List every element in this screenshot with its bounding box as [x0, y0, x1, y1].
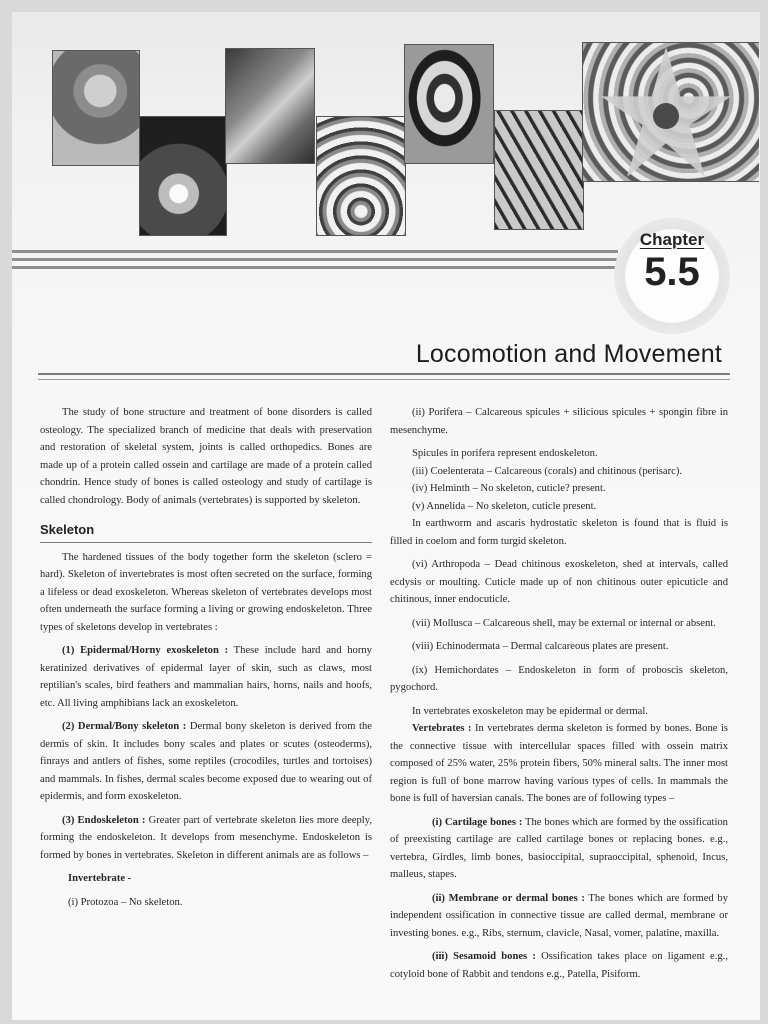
dna-photo — [225, 48, 315, 164]
header-rule — [12, 250, 618, 253]
title-rule — [38, 373, 730, 375]
butterfly-photo — [404, 44, 494, 164]
skeleton-type-1 — [40, 642, 372, 712]
list-note: Spicules in porifera represent endoskeleton. — [412, 448, 598, 459]
list-item: (iii) Coelenterata – Calcareous (corals) and chitinous (perisarc). — [412, 465, 683, 477]
item-label: (2) Dermal/Bony skeleton : — [62, 721, 187, 732]
textbook-page — [12, 12, 760, 1020]
item-text: In vertebrates derma skeleton is formed by bones. Bone is the connective tissue with intercellular spaces filled with ossein matrix composed of 25% water, 25% protein fibers, 50% mineral salts. The inner most region is full of bone marrow having various types of cells. In mammals the bone is full of haversian canals. The bones are of following types – — [390, 723, 729, 804]
title-rule — [38, 379, 730, 380]
item-text: Ossification takes place on ligament e.g., cotyloid bone of Rabbit and tendons e.g., Patella, Pisiform. — [390, 951, 728, 980]
lab-researcher-photo — [52, 50, 140, 166]
list-item: (i) Protozoa – No skeleton. — [68, 896, 183, 908]
item-label: (1) Epidermal/Horny exoskeleton : — [62, 645, 229, 656]
list-item: (ii) Porifera – Calcareous spicules + silicious spicules + spongin fibre in mesenchyme. — [390, 407, 728, 436]
dandelion-photo — [139, 116, 227, 236]
intro-paragraph: The study of bone structure and treatment of bone disorders is called osteology. The specialized branch of medicine that deals with preservation and restoration of skeletal system, joints is called orthopedics. Bones are made up of a protein called ossein and cartilage are made of a protein called chondrin. Hence study of bones is called osteology and study of cartilage is called chondrology. Body of animals (vertebrates) is supported by skeleton. — [40, 407, 372, 506]
list-note: In vertebrates exoskeleton may be epidermal or dermal. — [412, 705, 648, 717]
item-text: Greater part of vertebrate skeleton lies more deeply, forming the endoskeleton. It develops from mesenchyme. Endoskeleton is formed by bones in vertebrates. Skeleton in different animals are as follows – — [40, 814, 373, 861]
item-text: Dermal bony skeleton is derived from the dermis of skin. It includes bony scales and plates or scutes (osteoderms), finrays and antlers of fishes, some reptiles (crocodiles, turtles and tortoises) and mammals. In fishes, dermal scales become exposed due to wearing out of epidermis, and form exoskeleton. — [40, 721, 372, 802]
list-note: In earthworm and ascaris hydrostatic skeleton is found that is fluid is filled in coelom and form turgid skeleton. — [390, 518, 728, 547]
section-heading: Skeleton — [40, 521, 372, 543]
greenhouse-photo — [494, 110, 584, 230]
list-item: (viii) Echinodermata – Dermal calcareous plates are present. — [412, 641, 669, 652]
list-item: (v) Annelida – No skeleton, cuticle present. — [412, 500, 597, 512]
list-item: (ix) Hemichordates – Endoskeleton in form of proboscis skeleton, pygochord. — [390, 664, 728, 693]
page-title: Locomotion and Movement — [415, 340, 722, 368]
skeleton-intro: The hardened tissues of the body together form the skeleton (sclero = hard). Skeleton of invertebrates is most often secreted on the surface, forming a lifeless or dead exoskeleton. Whereas skeleton of vertebrates develops most often underneath the surface forming a living or growing endoskeleton. Three types of skeletons develop in vertebrates : — [40, 551, 372, 633]
item-text: These include hard and horny keratinized derivatives of epidermal layer of skin, such as claws, most reptilian's scales, bird feathers and mammalian hairs, horns, nails and hoofs, etc. All living amphibians lack an exoskeleton. — [40, 645, 372, 709]
bone-type-sesamoid — [390, 948, 728, 983]
list-item: (iv) Helminth – No skeleton, cuticle? present. — [412, 483, 606, 494]
left-column — [40, 404, 372, 911]
skeleton-type-2 — [40, 718, 372, 806]
item-text: The bones which are formed by independent ossification in connective tissue are called dermal, membrane or investing bones. e.g., Ribs, sternum, clavicle, Nasal, vomer, palatine, maxilla. — [390, 892, 728, 939]
chapter-badge — [616, 220, 728, 332]
sea-anemone-photo — [316, 116, 406, 236]
starfish-photo — [582, 42, 759, 182]
item-label: (3) Endoskeleton : — [62, 814, 146, 826]
item-text: The bones which are formed by the ossification of preexisting cartilage are called cartilage bones or replacing bones. e.g., vertebra, Girdles, limb bones, basioccipital, supraoccipital, sphenoid, Incus, malleus, stapes. — [390, 816, 728, 880]
bone-type-cartilage — [390, 814, 728, 884]
chapter-number: 5.5 — [644, 250, 700, 294]
right-column — [390, 404, 728, 983]
bone-type-membrane — [390, 890, 728, 943]
starfish-center — [653, 103, 679, 129]
item-label: (i) Cartilage bones : — [432, 816, 523, 828]
header-rule — [12, 258, 618, 261]
item-label: (iii) Sesamoid bones : — [432, 951, 536, 962]
chapter-label: Chapter — [639, 230, 705, 249]
item-label: Vertebrates : — [412, 723, 472, 734]
vertebrates-paragraph — [390, 720, 728, 808]
header-rule — [12, 266, 618, 269]
list-item: (vi) Arthropoda – Dead chitinous exoskeleton, shed at intervals, called ecdysis or moulting. Cuticle made up of non chitinous outer epicuticle and chitinous, inner endocuticle. — [390, 559, 728, 605]
item-label: (ii) Membrane or dermal bones : — [432, 892, 585, 904]
list-item: (vii) Mollusca – Calcareous shell, may be external or internal or absent. — [412, 617, 716, 629]
invertebrate-heading: Invertebrate - — [68, 873, 132, 884]
skeleton-type-3 — [40, 812, 372, 865]
